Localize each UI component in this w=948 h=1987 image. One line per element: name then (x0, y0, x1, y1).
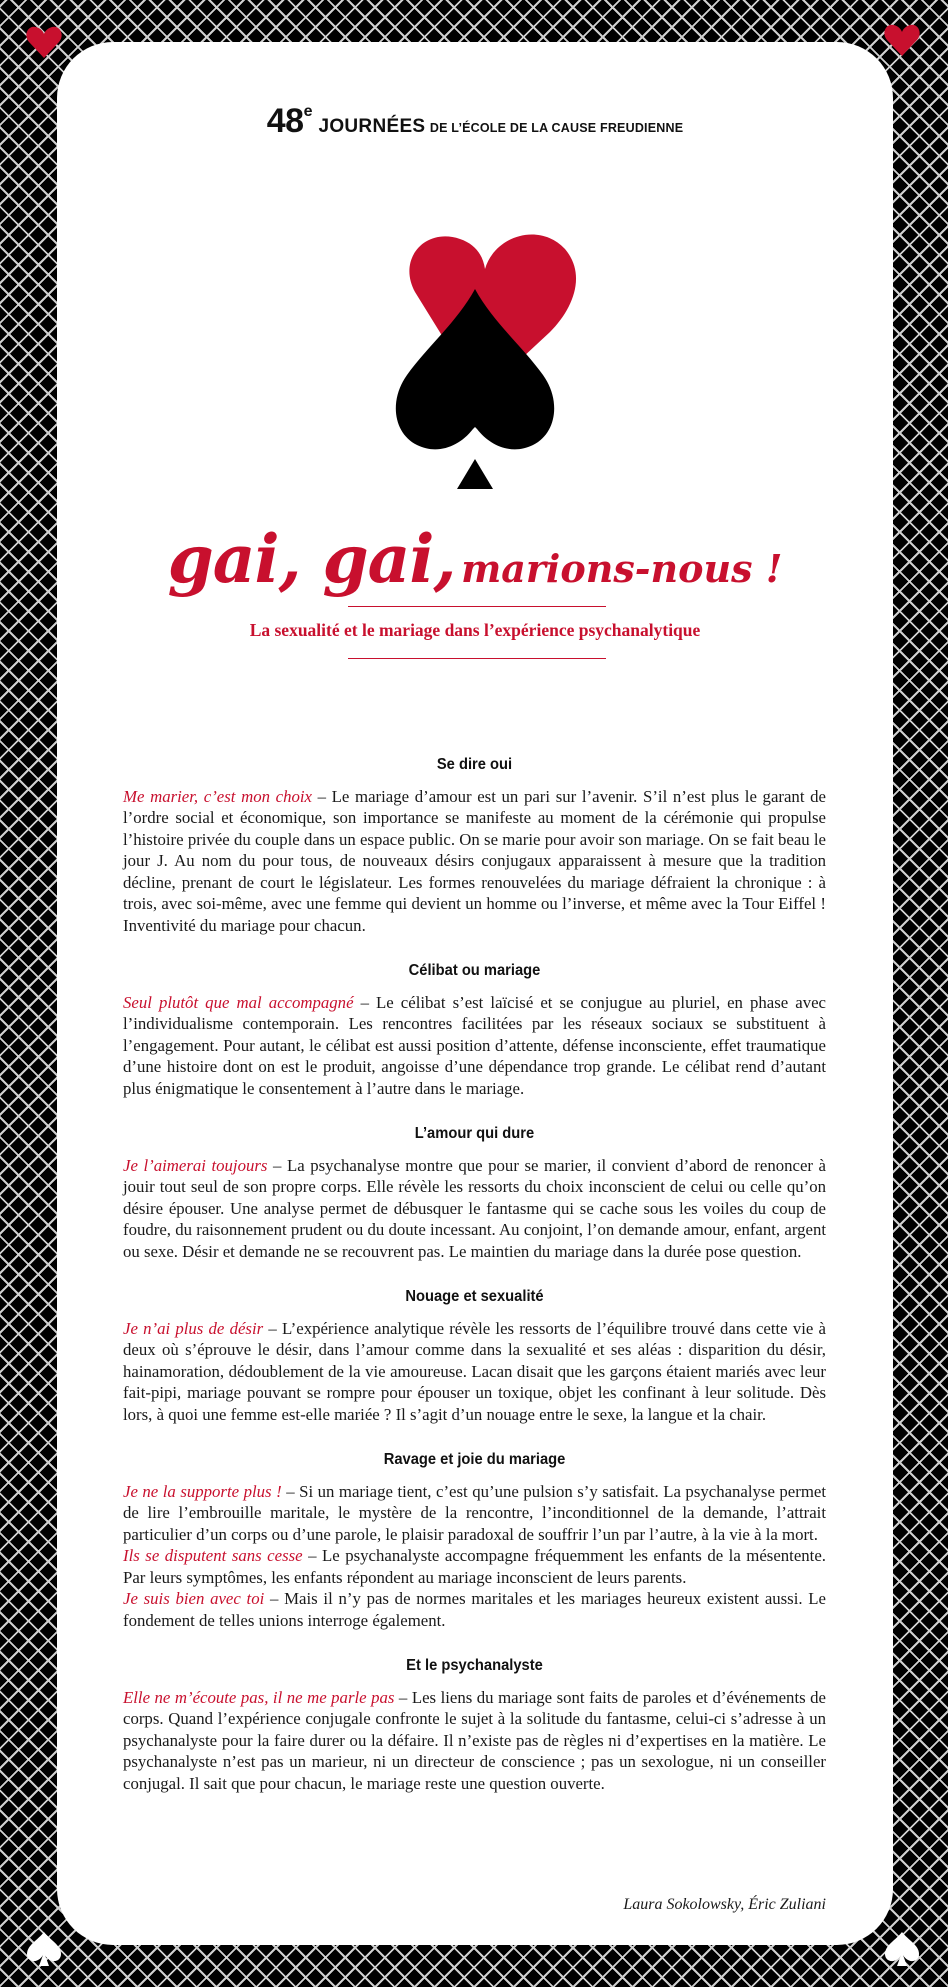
journees-label: JOURNÉES (318, 116, 426, 137)
section-paragraph (123, 1687, 826, 1795)
article-body (123, 754, 826, 1818)
section-paragraph (123, 786, 826, 937)
title-small: marions-nous ! (461, 546, 783, 591)
edition-superscript: e (303, 103, 313, 120)
paragraph-text: – Les liens du mariage sont faits de paroles et d’événements de corps. Quand l’expérience conjugale confronte le sujet à la solitude du fantasme, celui-ci s’adresse à un psychanalyste pour la faire durer ou la défaire. Il n’existe pas de règles ni d’expertises en la matière. Le psychanalyste n’est pas un marieur, ni un directeur de conscience ; pas un sexologue, ni un conseiller conjugal. Il sait que pour chacun, le mariage reste une question ouverte. (123, 1687, 826, 1793)
subtitle: La sexualité et le mariage dans l’expérience psychanalytique (249, 620, 701, 640)
quote-lead: Je l’aimerai toujours (123, 1155, 268, 1175)
paragraph-text: – La psychanalyse montre que pour se marier, il convient d’abord de renoncer à jouir tout seul de son propre corps. Elle révèle les ressorts du choix inconscient de celui ou celle qu’on désire épouser. Une analyse permet de débusquer le fantasme qui se cache sous les voiles du coup de foudre, du raisonnement prudent ou du doute incessant. Au conjoint, l’on demande amour, enfant, argent ou sexe. Désir et demande ne se recouvrent pas. Le maintien du mariage dans la durée pose question. (123, 1155, 826, 1261)
heart-suit-icon (882, 20, 922, 60)
section (123, 754, 826, 936)
section-paragraph (123, 1588, 826, 1631)
spade-suit-icon (882, 1929, 922, 1969)
section-heading: Se dire oui (436, 756, 513, 773)
heart-spade-logo (57, 197, 893, 507)
section-heading: Nouage et sexualité (405, 1288, 544, 1305)
section (123, 960, 826, 1099)
section-paragraph (123, 1481, 826, 1546)
section (123, 1286, 826, 1425)
section-heading: Ravage et joie du mariage (383, 1451, 566, 1468)
section (123, 1123, 826, 1262)
paragraph-text: – Si un mariage tient, c’est qu’une pulsion s’y satisfait. La psychanalyse permet de lire l’embrouille maritale, le mystère de la rencontre, l’inconditionnel de la demande, l’attrait particulier d’un corps ou d’une parole, le plaisir paradoxal de souffrir l’un par l’autre, à la vie à la mort. (123, 1481, 827, 1544)
spade-suit-icon (24, 1929, 64, 1969)
event-header (57, 102, 893, 141)
subtitle-divider-bottom (348, 658, 606, 659)
authors-signature: Laura Sokolowsky, Éric Zuliani (623, 1896, 826, 1913)
quote-lead: Me marier, c’est mon choix (123, 786, 312, 806)
organizer-label: DE L’ÉCOLE DE LA CAUSE FREUDIENNE (429, 121, 684, 135)
paragraph-text: – Le célibat s’est laïcisé et se conjugue au pluriel, en phase avec l’individualisme contemporain. Les rencontres facilitées par les réseaux sociaux se substituent à l’engagement. Pour autant, le célibat est aussi position d’attente, défense inconsciente, effet traumatique d’une histoire dont on est le produit, angoisse d’une dépendance trop grande. Le célibat rend d’autant plus énigmatique le consentement à l’autre dans le mariage. (123, 992, 826, 1098)
paragraph-text: – L’expérience analytique révèle les ressorts de l’équilibre trouvé dans cette vie à deux où s’éprouve le désir, dans l’amour comme dans la sexualité et ses aléas : disparition du désir, hainamoration, dédoublement de la vie amoureuse. Lacan disait que les garçons étaient mariés avec leur fait-pipi, mariage pouvant se rompre pour épouser un toxique, objet les confinant à leur solitude. Dès lors, à quoi une femme est-elle mariée ? Il s’agit d’un nouage entre le sexe, la langue et la chair. (123, 1318, 826, 1424)
section (123, 1449, 826, 1631)
spade-stem (457, 459, 493, 489)
paragraph-text: – Mais il n’y pas de normes maritales et les mariages heureux existent aussi. Le fondement de telles unions interroge également. (123, 1589, 826, 1630)
edition-number: 48 (266, 102, 304, 140)
title-big: gai, gai, (167, 520, 456, 598)
quote-lead: Je suis bien avec toi (123, 1589, 265, 1608)
subtitle-divider-top (348, 606, 606, 607)
section-paragraph (123, 992, 826, 1100)
section-paragraph (123, 1155, 826, 1263)
quote-lead: Ils se disputent sans cesse (123, 1546, 303, 1565)
section (123, 1655, 826, 1794)
heart-suit-icon (24, 22, 64, 62)
section-paragraph (123, 1318, 826, 1426)
content-card (57, 42, 893, 1945)
quote-lead: Seul plutôt que mal accompagné (123, 992, 354, 1012)
quote-lead: Elle ne m’écoute pas, il ne me parle pas (123, 1687, 395, 1707)
section-heading: L’amour qui dure (414, 1125, 535, 1142)
section-heading: Célibat ou mariage (408, 962, 541, 979)
paragraph-text: – Le psychanalyste accompagne fréquemment les enfants de la mésentente. Par leurs symptômes, les enfants répondent au mariage inconscient de leurs parents. (123, 1546, 826, 1587)
main-title (57, 520, 893, 598)
quote-lead: Je n’ai plus de désir (123, 1318, 264, 1338)
section-paragraph (123, 1545, 826, 1588)
paragraph-text: – Le mariage d’amour est un pari sur l’avenir. S’il n’est plus le garant de l’ordre social et économique, son importance se manifeste au moment de la cérémonie qui propulse l’histoire privée du couple dans un espace public. On se marie pour avoir son mariage. On se fait beau le jour J. Au nom du pour tous, de nouveaux désirs conjugaux apparaissent à mesure que la tradition décline, prenant de court le législateur. Les formes renouvelées du mariage défraient la chronique : à trois, avec soi-même, avec une femme qui devient un homme ou l’inverse, et même avec la Tour Eiffel ! Inventivité du mariage pour chacun. (123, 786, 826, 935)
section-heading: Et le psychanalyste (406, 1657, 543, 1674)
quote-lead: Je ne la supporte plus ! (123, 1481, 282, 1501)
